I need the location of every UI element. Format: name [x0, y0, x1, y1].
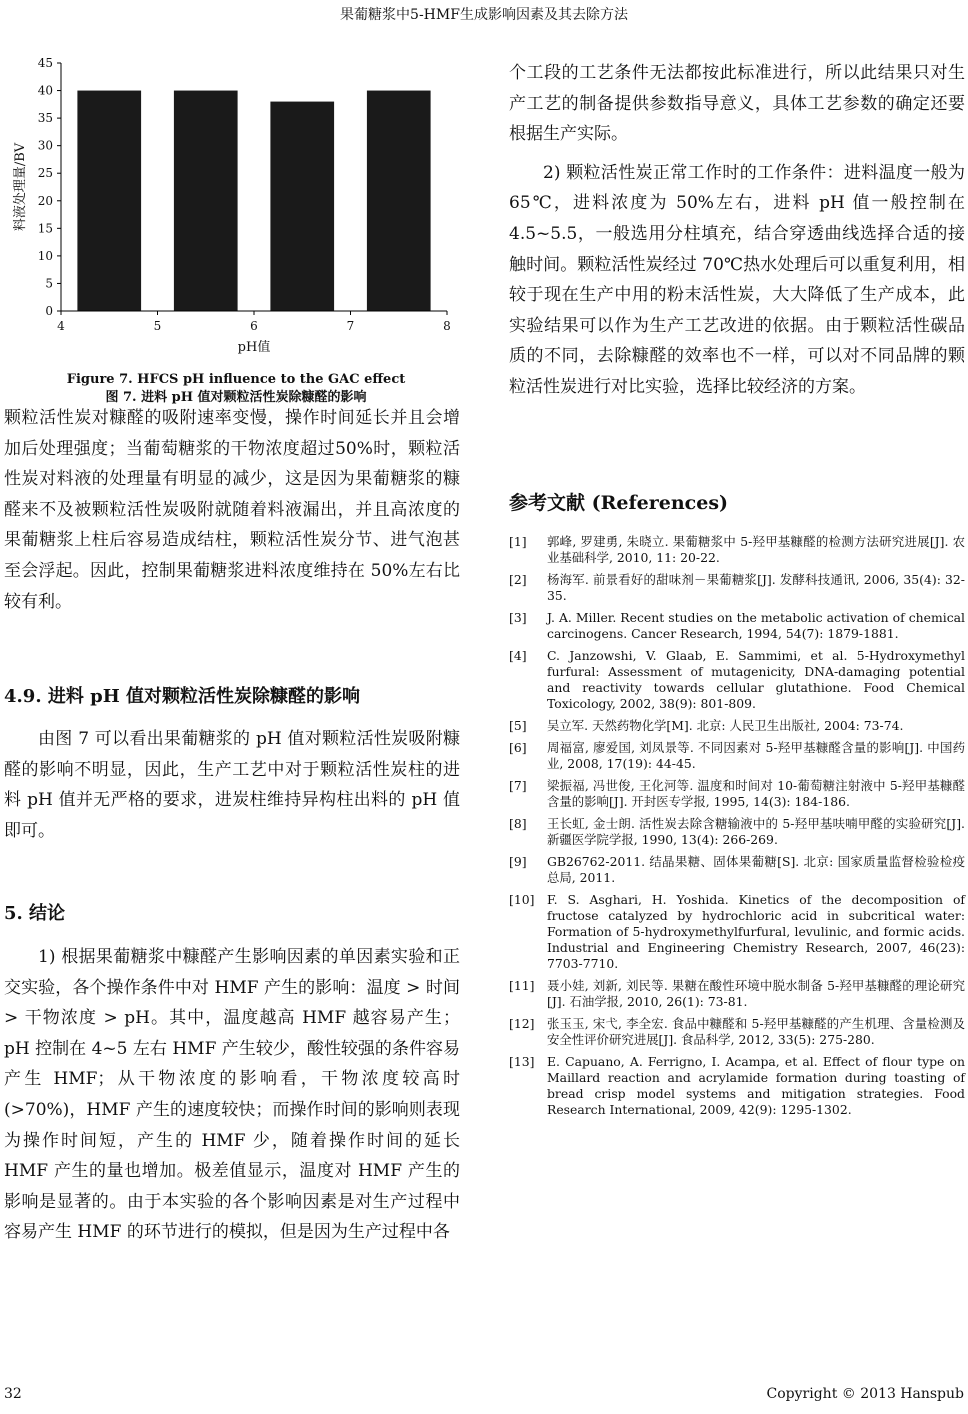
- reference-number: [5]: [509, 718, 527, 733]
- bar: [174, 91, 238, 311]
- reference-number: [1]: [509, 534, 527, 549]
- y-tick-label: 20: [37, 193, 53, 208]
- y-tick-label: 0: [45, 304, 53, 318]
- reference-item: [509, 740, 965, 772]
- copyright: Copyright © 2013 Hanspub: [766, 1386, 964, 1402]
- y-axis-label: 料液处理量/BV: [13, 142, 28, 232]
- y-tick-label: 5: [45, 276, 53, 291]
- reference-text: 王长虹, 金士朗. 活性炭去除含糖输液中的 5-羟甲基呋喃甲醛的实验研究[J]. 新疆医学院学报, 1990, 13(4): 266-269.: [547, 816, 965, 847]
- reference-number: [9]: [509, 854, 527, 869]
- reference-text: 郭峰, 罗建勇, 朱晓立. 果葡糖浆中 5-羟甲基糠醛的检测方法研究进展[J]. 农业基础科学, 2010, 11: 20-22.: [547, 534, 965, 565]
- reference-text: C. Janzowshi, V. Glaab, E. Sammimi, et al. 5-Hydroxymethyl furfural: Assessment of mutagenicity, DNA-damaging potential and reactivity towards cellular glutathione. Food Chemical Toxicology, 2002, 38(9): 801-809.: [547, 648, 965, 711]
- y-tick-label: 25: [37, 166, 53, 181]
- reference-text: J. A. Miller. Recent studies on the metabolic activation of chemical carcinogens. Cancer Research, 1994, 54(7): 1879-1881.: [547, 610, 965, 641]
- left-paragraph-3: [4, 942, 460, 1248]
- page-number: 32: [4, 1386, 22, 1402]
- paragraph-text: 个工段的工艺条件无法都按此标准进行，所以此结果只对生产工艺的制备提供参数指导意义，具体工艺参数的确定还要根据生产实际。: [509, 63, 965, 145]
- reference-item: [509, 1016, 965, 1048]
- reference-number: [13]: [509, 1054, 535, 1069]
- x-tick-label: 5: [153, 319, 162, 333]
- paragraph-text: 由图 7 可以看出果葡糖浆的 pH 值对颗粒活性炭吸附糠醛的影响不明显，因此，生产工艺中对于颗粒活性炭柱的进料 pH 值并无严格的要求，进炭柱维持异构柱出料的 pH 值即可。: [4, 729, 460, 841]
- reference-item: [509, 778, 965, 810]
- reference-item: [509, 572, 965, 604]
- reference-number: [3]: [509, 610, 527, 625]
- running-header: 果葡糖浆中5-HMF生成影响因素及其去除方法: [340, 7, 628, 23]
- left-paragraph-2: [4, 724, 460, 846]
- paragraph-text: 颗粒活性炭对糠醛的吸附速率变慢，操作时间延长并且会增加后处理强度；当葡萄糖浆的干物浓度超过50%时，颗粒活性炭对料液的处理量有明显的减少，这是因为果葡糖浆的糠醛来不及被颗粒活性炭吸附就随着料液漏出，并且高浓度的果葡糖浆上柱后容易造成结柱，颗粒活性炭分节、进气泡甚至会浮起。因此，控制果葡糖浆进料浓度维持在 50%左右比较有利。: [4, 408, 460, 612]
- y-tick-label: 30: [37, 138, 53, 153]
- reference-item: [509, 854, 965, 886]
- x-tick-label: 6: [250, 319, 258, 333]
- reference-item: [509, 978, 965, 1010]
- y-tick-label: 15: [37, 221, 53, 236]
- reference-number: [11]: [509, 978, 535, 993]
- bar: [367, 91, 431, 311]
- bar: [77, 91, 141, 311]
- x-tick-label: 7: [346, 319, 355, 333]
- bar: [270, 102, 334, 311]
- references-list: [509, 534, 965, 1124]
- x-tick-label: 4: [57, 319, 65, 333]
- y-tick-label: 45: [37, 56, 53, 70]
- reference-number: [4]: [509, 648, 527, 663]
- left-paragraph-1: [4, 403, 460, 617]
- reference-text: 张玉玉, 宋弋, 李全宏. 食品中糠醛和 5-羟甲基糠醛的产生机理、含量检测及安全性评价研究进展[J]. 食品科学, 2012, 33(5): 275-280.: [547, 1016, 965, 1047]
- reference-text: 杨海军. 前景看好的甜味剂－果葡糖浆[J]. 发酵科技通讯, 2006, 35(4): 32-35.: [547, 572, 965, 603]
- reference-item: [509, 648, 965, 712]
- x-axis-label: pH值: [237, 340, 271, 355]
- reference-number: [7]: [509, 778, 527, 793]
- references-title: 参考文献 (References): [509, 492, 729, 514]
- section-heading-4-9: 4.9. 进料 pH 值对颗粒活性炭除糠醛的影响: [4, 686, 360, 707]
- y-tick-label: 10: [37, 248, 53, 263]
- y-tick-label: 35: [37, 111, 53, 126]
- reference-text: GB26762-2011. 结晶果糖、固体果葡糖[S]. 北京: 国家质量监督检验检疫总局, 2011.: [547, 854, 965, 885]
- reference-text: 吴立军. 天然药物化学[M]. 北京: 人民卫生出版社, 2004: 73-74.: [547, 718, 904, 733]
- reference-item: [509, 892, 965, 972]
- reference-text: F. S. Asghari, H. Yoshida. Kinetics of the decomposition of fructose catalyzed by hydrochloric acid in subcritical water: Formation of 5-hydroxymethylfurfural, levulinic, and formic acids. Industrial and Engineering Chemistry Research, 2007, 46(23): 7703-7710.: [547, 892, 965, 971]
- reference-item: [509, 816, 965, 848]
- reference-item: [509, 610, 965, 642]
- reference-number: [12]: [509, 1016, 535, 1031]
- bar-chart: [0, 50, 480, 360]
- reference-item: [509, 534, 965, 566]
- paragraph-text: 1) 根据果葡糖浆中糠醛产生影响因素的单因素实验和正交实验，各个操作条件中对 HMF 产生的影响：温度 > 时间 > 干物浓度 > pH。其中，温度越高 HMF 越容易产生；pH 控制在 4~5 左右 HMF 产生较少，酸性较强的条件容易产生 HMF；从干物浓度的影响看，干物浓度较高时(>70%)，HMF 产生的速度较快；而操作时间的影响则表现为操作时间短，产生的 HMF 少，随着操作时间的延长 HMF 产生的量也增加。极差值显示，温度对 HMF 产生的影响是显著的。由于本实验的各个影响因素是对生产过程中容易产生 HMF 的环节进行的模拟，但是因为生产过程中各: [4, 947, 460, 1243]
- reference-number: [8]: [509, 816, 527, 831]
- reference-number: [10]: [509, 892, 535, 907]
- reference-text: 聂小娃, 刘新, 刘民等. 果糖在酸性环境中脱水制备 5-羟甲基糠醛的理论研究[J]. 石油学报, 2010, 26(1): 73-81.: [547, 978, 965, 1009]
- reference-number: [2]: [509, 572, 527, 587]
- right-column: [509, 58, 965, 403]
- x-tick-label: 8: [443, 319, 451, 333]
- paragraph-text: 2) 颗粒活性炭正常工作时的工作条件：进料温度一般为 65℃，进料浓度为 50%左右，进料 pH 值一般控制在 4.5~5.5，一般选用分柱填充，结合穿透曲线选择合适的接触时间。颗粒活性炭经过 70℃热水处理后可以重复利用，相较于现在生产中用的粉末活性炭，大大降低了生产成本，此实验结果可以作为生产工艺改进的依据。由于颗粒活性碳品质的不同，去除糠醛的效率也不一样，可以对不同品牌的颗粒活性炭进行对比实验，选择比较经济的方案。: [509, 162, 965, 397]
- reference-text: E. Capuano, A. Ferrigno, I. Acampa, et al. Effect of flour type on Maillard reaction and acrylamide formation during toasting of bread crisp model systems and mitigation strategies. Food Research International, 2009, 42(9): 1295-1302.: [547, 1054, 965, 1117]
- reference-text: 周福富, 廖爱国, 刘凤景等. 不同因素对 5-羟甲基糠醛含量的影响[J]. 中国药业, 2008, 17(19): 44-45.: [547, 740, 965, 771]
- reference-text: 梁振福, 冯世俊, 王化河等. 温度和时间对 10-葡萄糖注射液中 5-羟甲基糠醛含量的影响[J]. 开封医专学报, 1995, 14(3): 184-186.: [547, 778, 965, 809]
- section-heading-5: 5. 结论: [4, 903, 66, 924]
- figure-caption-zh: 图 7. 进料 pH 值对颗粒活性炭除糠醛的影响: [105, 390, 367, 405]
- reference-item: [509, 1054, 965, 1118]
- reference-item: [509, 718, 965, 734]
- y-tick-label: 40: [37, 83, 53, 98]
- figure-caption-en: Figure 7. HFCS pH influence to the GAC effect: [66, 372, 406, 387]
- reference-number: [6]: [509, 740, 527, 755]
